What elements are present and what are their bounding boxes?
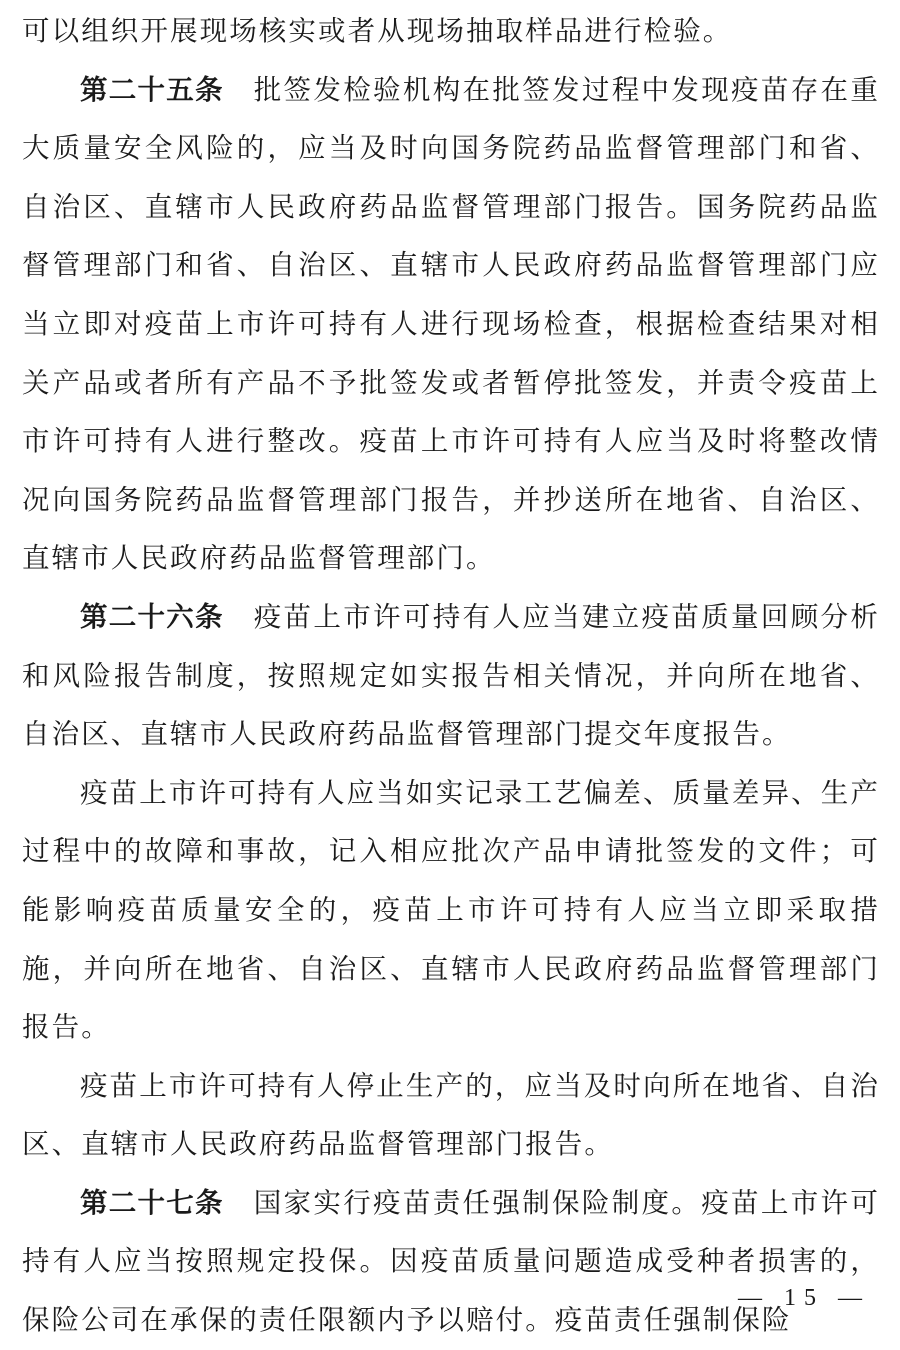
article-26-paragraph-3 xyxy=(22,1057,880,1174)
article-heading: 第二十七条 xyxy=(80,1186,224,1219)
paragraph-text: 疫苗上市许可持有人应当建立疫苗质量回顾分析和风险报告制度，按照规定如实报告相关情况，并向所在地省、自治区、直辖市人民政府药品监督管理部门提交年度报告。 xyxy=(22,600,880,751)
article-26-paragraph-2 xyxy=(22,764,880,1057)
article-26 xyxy=(22,588,880,764)
paragraph-text: 批签发检验机构在批签发过程中发现疫苗存在重大质量安全风险的，应当及时向国务院药品监督管理部门和省、自治区、直辖市人民政府药品监督管理部门报告。国务院药品监督管理部门和省、自治区、直辖市人民政府药品监督管理部门应当立即对疫苗上市许可持有人进行现场检查，根据检查结果对相关产品或者所有产品不予批签发或者暂停批签发，并责令疫苗上市许可持有人进行整改。疫苗上市许可持有人应当及时将整改情况向国务院药品监督管理部门报告，并抄送所在地省、自治区、直辖市人民政府药品监督管理部门。 xyxy=(22,73,880,575)
page-number: — 15 — xyxy=(738,1285,870,1311)
article-25 xyxy=(22,61,880,588)
article-heading: 第二十六条 xyxy=(80,600,224,633)
article-27 xyxy=(22,1174,880,1350)
paragraph-text: 疫苗上市许可持有人应当如实记录工艺偏差、质量差异、生产过程中的故障和事故，记入相应批次产品申请批签发的文件；可能影响疫苗质量安全的，疫苗上市许可持有人应当立即采取措施，并向所在地省、自治区、直辖市人民政府药品监督管理部门报告。 xyxy=(22,776,880,1044)
paragraph-text: 可以组织开展现场核实或者从现场抽取样品进行检验。 xyxy=(22,15,733,47)
article-heading: 第二十五条 xyxy=(80,73,224,106)
paragraph-continuation xyxy=(22,2,880,61)
paragraph-text: 疫苗上市许可持有人停止生产的，应当及时向所在地省、自治区、直辖市人民政府药品监督管理部门报告。 xyxy=(22,1069,880,1161)
document-page xyxy=(22,0,880,1337)
paragraph-text: 国家实行疫苗责任强制保险制度。疫苗上市许可持有人应当按照规定投保。因疫苗质量问题造成受种者损害的，保险公司在承保的责任限额内予以赔付。疫苗责任强制保险 xyxy=(22,1186,880,1337)
